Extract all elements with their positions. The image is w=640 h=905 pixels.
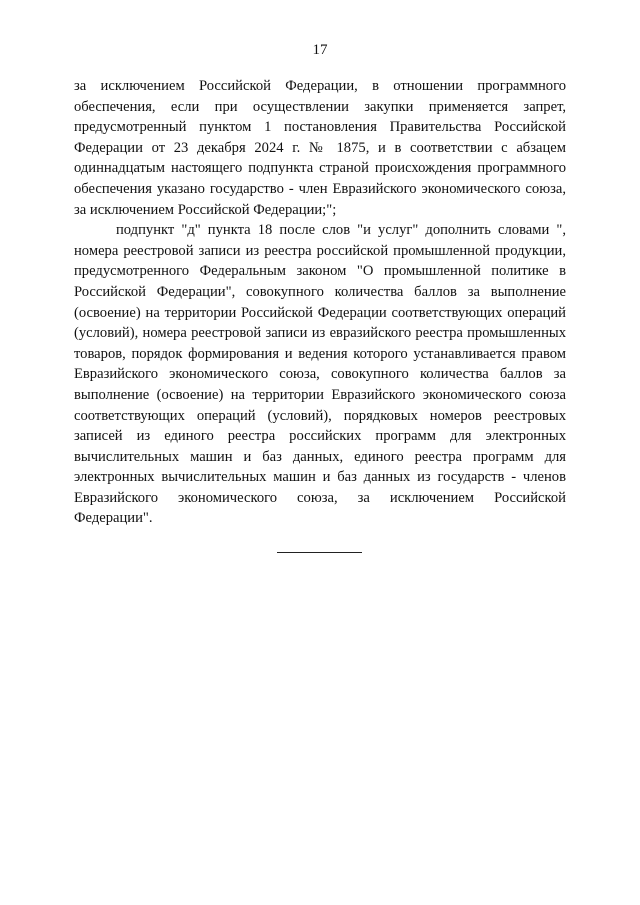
paragraph-continuation: за исключением Российской Федерации, в отношении программного обеспечения, если при осуществлении закупки применяется запрет, предусмотренный пунктом 1 постановления Правительства Российской Федерации от 23 декабря 2024 г. № 1875, и в соответствии с абзацем одиннадцатым настоящего подпункта страной происхождения программного обеспечения указано государство - член Евразийского экономического союза, за исключением Российской Федерации;"; [74, 78, 566, 218]
end-of-text-divider [277, 552, 362, 553]
document-body [74, 76, 566, 529]
paragraph-amendment: подпункт "д" пункта 18 после слов "и услуг" дополнить словами ", номера реестровой записи из реестра российской промышленной продукции, предусмотренного Федеральным законом "О промышленной политике в Российской Федерации", совокупного количества баллов за выполнение (освоение) на территории Российской Федерации соответствующих операций (условий), номера реестровой записи из евразийского реестра промышленных товаров, порядок формирования и ведения которого устанавливается правом Евразийского экономического союза, совокупного количества баллов за выполнение (освоение) на территории Евразийского экономического союза соответствующих операций (условий), порядковых номеров реестровых записей из единого реестра российских программ для электронных вычислительных машин и баз данных, единого реестра программ для электронных вычислительных машин и баз данных из государств - членов Евразийского экономического союза, за исключением Российской Федерации". [74, 222, 566, 527]
page-number: 17 [312, 42, 328, 58]
